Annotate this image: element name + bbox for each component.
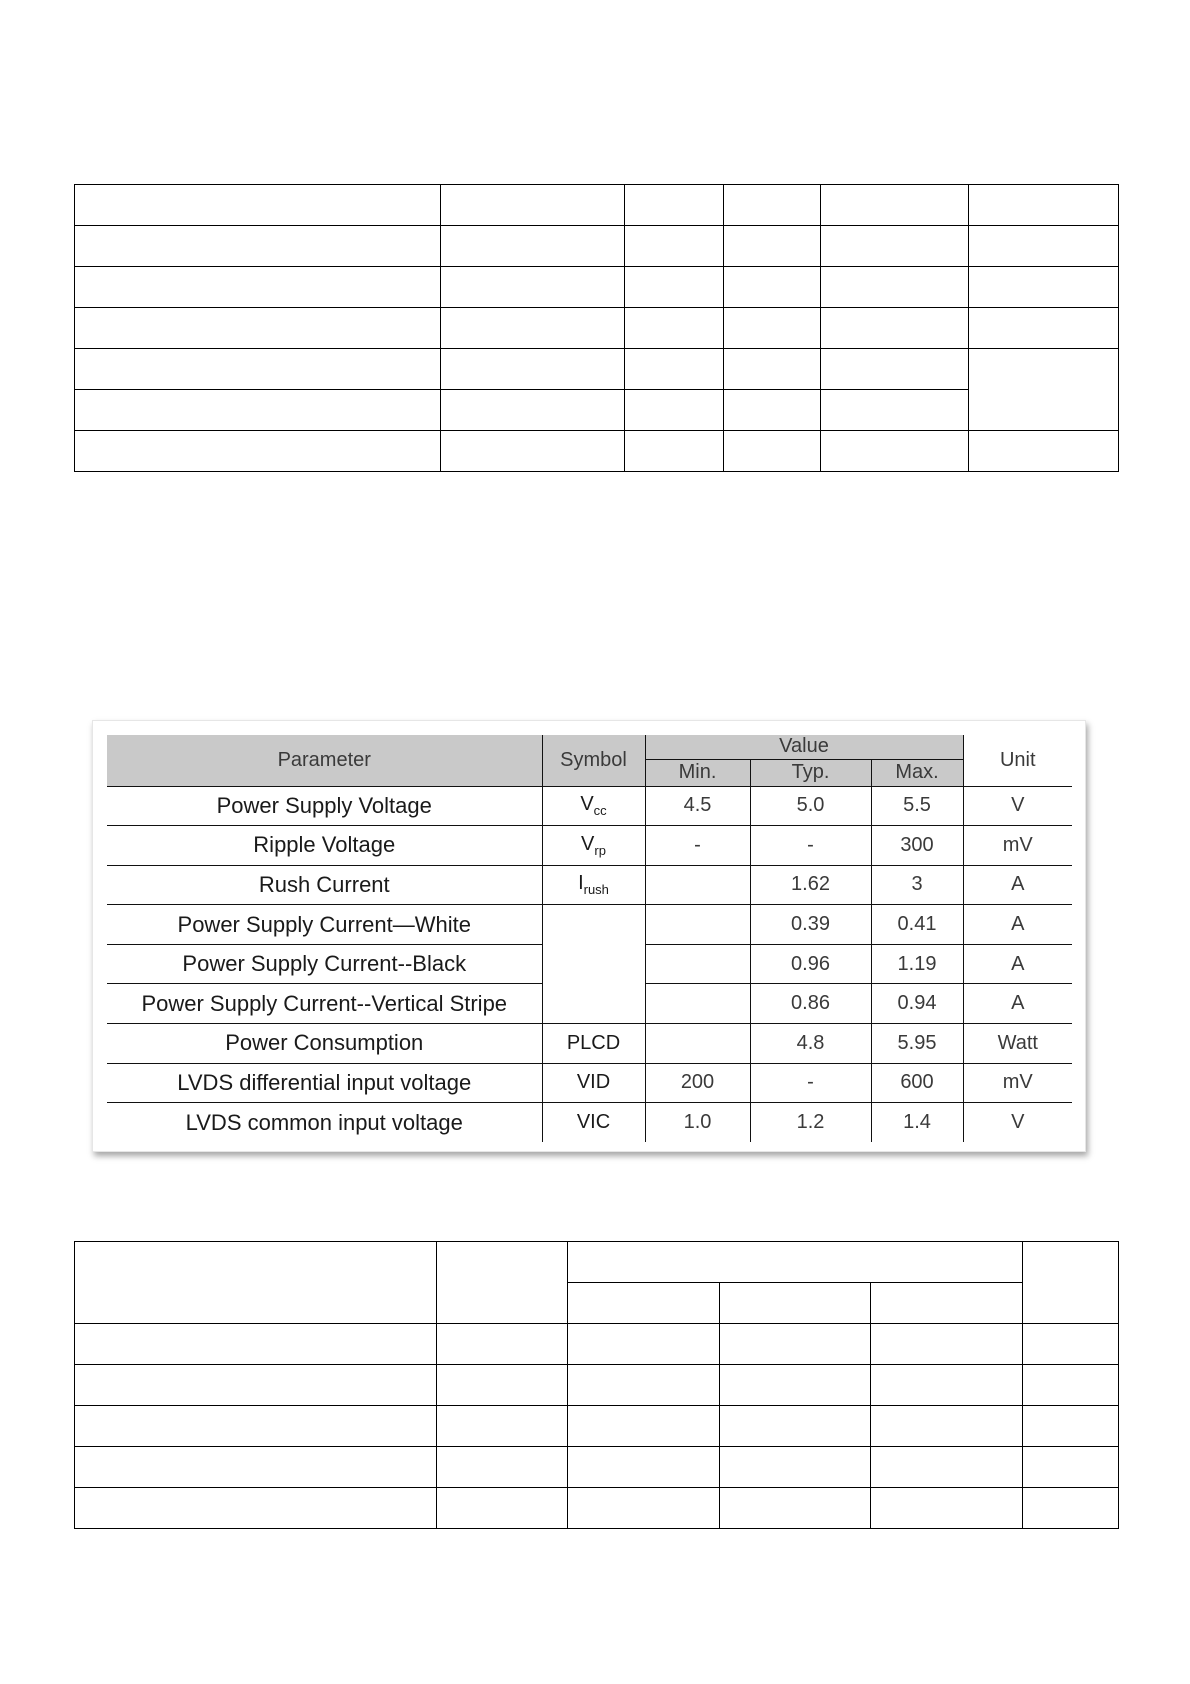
parameter-cell: Power Supply Current--Vertical Stripe <box>107 984 542 1024</box>
unit-cell: A <box>963 905 1072 945</box>
min-cell <box>645 944 750 984</box>
unit-cell: A <box>963 944 1072 984</box>
typ-cell: 0.39 <box>750 905 871 945</box>
table-row <box>75 226 1119 267</box>
unit-cell: V <box>963 1103 1072 1142</box>
symbol-cell: $I_{rush}$ <box>542 865 645 905</box>
typ-cell: 0.86 <box>750 984 871 1024</box>
max-cell: 0.41 <box>871 905 963 945</box>
header-min: Min. <box>645 759 750 786</box>
max-cell: 5.95 <box>871 1024 963 1064</box>
table-row <box>107 1024 1072 1064</box>
header-parameter: Parameter <box>107 735 542 786</box>
max-cell: 5.5 <box>871 786 963 826</box>
typ-cell: 4.8 <box>750 1024 871 1064</box>
max-cell: 0.94 <box>871 984 963 1024</box>
table-row <box>75 1406 1119 1447</box>
typ-cell: 1.62 <box>750 865 871 905</box>
spec-table-figure <box>92 720 1086 1152</box>
parameter-cell: LVDS common input voltage <box>185 1109 463 1135</box>
unit-cell: A <box>963 865 1072 905</box>
parameter-cell: Power Consumption <box>107 1024 542 1064</box>
table-row <box>107 786 1072 826</box>
table-row <box>75 349 1119 390</box>
min-cell <box>645 1024 750 1064</box>
table-row <box>75 1242 1119 1283</box>
table-row <box>75 431 1119 472</box>
table-row <box>75 267 1119 308</box>
header-unit: Unit <box>963 735 1072 786</box>
parameter-cell: LVDS differential input voltage <box>107 1063 542 1103</box>
min-cell: 200 <box>645 1063 750 1103</box>
empty-table-bottom <box>74 1241 1119 1529</box>
typ-cell: - <box>750 1063 871 1103</box>
unit-cell: A <box>963 984 1072 1024</box>
unit-cell: V <box>963 786 1072 826</box>
header-value: Value <box>645 735 963 759</box>
table-row <box>107 905 1072 945</box>
table-row <box>75 1488 1119 1529</box>
max-cell: 600 <box>871 1063 963 1103</box>
unit-cell: mV <box>963 1063 1072 1103</box>
table-row <box>75 1365 1119 1406</box>
table-row <box>107 1063 1072 1103</box>
max-cell: 1.4 <box>871 1103 963 1142</box>
parameter-cell: Power Supply Voltage <box>107 786 542 826</box>
typ-cell: 5.0 <box>750 786 871 826</box>
header-max: Max. <box>871 759 963 786</box>
typ-cell: - <box>750 826 871 866</box>
symbol-cell: VID <box>542 1063 645 1103</box>
table-row <box>75 1324 1119 1365</box>
symbol-cell: PLCD <box>542 1024 645 1064</box>
parameter-cell: Power Supply Current--Black <box>107 944 542 984</box>
min-cell <box>645 905 750 945</box>
min-cell: 4.5 <box>645 786 750 826</box>
table-row <box>107 826 1072 866</box>
symbol-cell-merged <box>542 905 645 1024</box>
empty-table-top <box>74 184 1119 472</box>
unit-cell: mV <box>963 826 1072 866</box>
symbol-cell: VIC <box>542 1103 645 1142</box>
max-cell: 3 <box>871 865 963 905</box>
header-typ: Typ. <box>750 759 871 786</box>
unit-cell: Watt <box>963 1024 1072 1064</box>
table-row <box>75 390 1119 431</box>
symbol-cell: $V_{rp}$ <box>542 826 645 866</box>
table-row <box>75 1447 1119 1488</box>
min-cell <box>645 984 750 1024</box>
parameter-cell: Power Supply Current—White <box>107 905 542 945</box>
max-cell: 300 <box>871 826 963 866</box>
table-row <box>107 1103 1072 1142</box>
table-row <box>107 865 1072 905</box>
typ-cell: 1.2 <box>750 1103 871 1142</box>
min-cell: - <box>645 826 750 866</box>
table-row <box>75 185 1119 226</box>
parameter-cell: Rush Current <box>107 865 542 905</box>
min-cell: 1.0 <box>645 1103 750 1142</box>
typ-cell: 0.96 <box>750 944 871 984</box>
symbol-cell: $V_{cc}$ <box>542 786 645 826</box>
max-cell: 1.19 <box>871 944 963 984</box>
header-symbol: Symbol <box>542 735 645 786</box>
parameter-cell: Ripple Voltage <box>107 826 542 866</box>
table-row <box>75 308 1119 349</box>
min-cell <box>645 865 750 905</box>
spec-table <box>107 735 1072 1142</box>
